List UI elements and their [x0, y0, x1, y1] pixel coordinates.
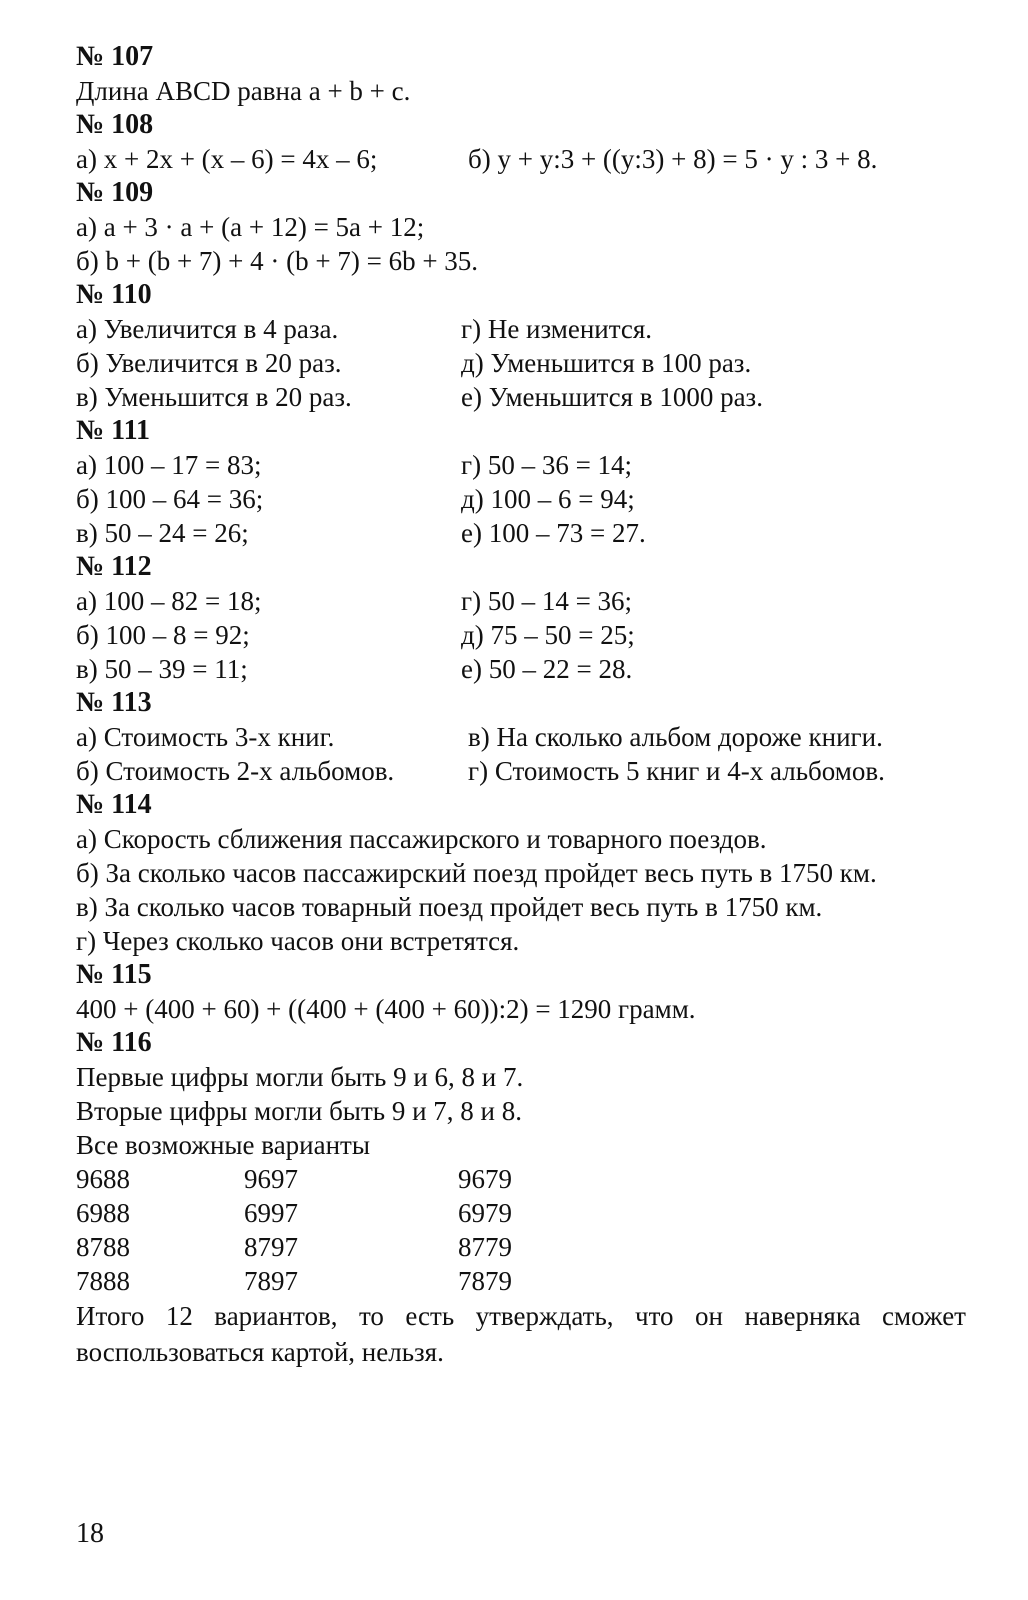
answer-line: а) a + 3 · a + (a + 12) = 5a + 12; [76, 212, 425, 242]
answer-right: б) y + y:3 + ((y:3) + 8) = 5 · y : 3 + 8. [468, 144, 878, 174]
page-number: 18 [76, 1518, 104, 1549]
answer-left: в) 50 – 24 = 26; [76, 518, 249, 548]
problem-number: № 109 [76, 177, 154, 208]
conclusion-text: Итого 12 вариантов, то есть утверждать, что он наверняка сможет воспользоваться картой, нельзя. [76, 1301, 966, 1367]
answer-row [76, 448, 976, 482]
answer-right: г) Стоимость 5 книг и 4-х альбомов. [468, 756, 885, 786]
problem-number: № 113 [76, 687, 152, 718]
problem-number: № 110 [76, 279, 152, 310]
answer-right: е) 50 – 22 = 28. [461, 654, 633, 684]
answer-line: Вторые цифры могли быть 9 и 7, 8 и 8. [76, 1096, 522, 1126]
answer-line: Первые цифры могли быть 9 и 6, 8 и 7. [76, 1062, 524, 1092]
answer-row [76, 720, 976, 754]
answer-row [76, 312, 976, 346]
answer-row [76, 754, 976, 788]
variant-cell: 9688 [76, 1164, 130, 1194]
answer-right: е) Уменьшится в 1000 раз. [461, 382, 763, 412]
problem-p109 [76, 176, 976, 278]
problem-number: № 114 [76, 789, 152, 820]
answer-row [76, 584, 976, 618]
answer-left: в) Уменьшится в 20 раз. [76, 382, 352, 412]
answer-left: в) 50 – 39 = 11; [76, 654, 248, 684]
answer-left: а) 100 – 82 = 18; [76, 586, 262, 616]
answer-page [76, 40, 976, 1370]
variant-cell: 7879 [458, 1266, 512, 1296]
answer-line: Все возможные варианты [76, 1130, 370, 1160]
variant-cell: 8779 [458, 1232, 512, 1262]
problem-number: № 112 [76, 551, 152, 582]
problem-number: № 108 [76, 109, 154, 140]
answer-left: а) Увеличится в 4 раза. [76, 314, 339, 344]
problem-number: № 111 [76, 415, 151, 446]
answer-right: д) Уменьшится в 100 раз. [461, 348, 752, 378]
answer-row [76, 346, 976, 380]
variant-cell: 8788 [76, 1232, 130, 1262]
answer-line: б) За сколько часов пассажирский поезд пройдет весь путь в 1750 км. [76, 858, 877, 888]
problem-number: № 107 [76, 41, 154, 72]
answer-line: а) Скорость сближения пассажирского и товарного поездов. [76, 824, 767, 854]
answer-right: г) 50 – 14 = 36; [461, 586, 633, 616]
problem-number: № 115 [76, 959, 152, 990]
answer-row [76, 652, 976, 686]
answer-right: в) На сколько альбом дороже книги. [468, 722, 883, 752]
answer-right: г) Не изменится. [461, 314, 653, 344]
answer-line: 400 + (400 + 60) + ((400 + (400 + 60)):2) = 1290 грамм. [76, 994, 696, 1024]
answer-left: б) Увеличится в 20 раз. [76, 348, 342, 378]
answer-row [76, 380, 976, 414]
problem-p107 [76, 40, 976, 108]
problem-number: № 116 [76, 1027, 152, 1058]
variant-cell: 9697 [244, 1164, 298, 1194]
variant-cell: 8797 [244, 1232, 298, 1262]
answer-row [76, 142, 976, 176]
variant-cell: 7888 [76, 1266, 130, 1296]
variants-table [76, 1162, 976, 1298]
answer-row [76, 618, 976, 652]
answer-left: б) 100 – 8 = 92; [76, 620, 250, 650]
answer-row [76, 482, 976, 516]
answer-left: а) 100 – 17 = 83; [76, 450, 262, 480]
answer-left: б) Стоимость 2-х альбомов. [76, 756, 395, 786]
variant-cell: 6997 [244, 1198, 298, 1228]
variant-cell: 6979 [458, 1198, 512, 1228]
answer-line: б) b + (b + 7) + 4 · (b + 7) = 6b + 35. [76, 246, 479, 276]
answer-left: а) Стоимость 3-х книг. [76, 722, 335, 752]
answer-right: д) 75 – 50 = 25; [461, 620, 635, 650]
answer-right: е) 100 – 73 = 27. [461, 518, 646, 548]
answer-left: а) x + 2x + (x – 6) = 4x – 6; [76, 144, 378, 174]
variant-cell: 9679 [458, 1164, 512, 1194]
answer-line: г) Через сколько часов они встретятся. [76, 926, 520, 956]
problem-p116 [76, 1026, 976, 1370]
answer-line: в) За сколько часов товарный поезд пройдет весь путь в 1750 км. [76, 892, 823, 922]
problem-p112 [76, 550, 976, 686]
problem-p113 [76, 686, 976, 788]
answer-left: б) 100 – 64 = 36; [76, 484, 264, 514]
variant-cell: 6988 [76, 1198, 130, 1228]
answer-row [76, 516, 976, 550]
problem-p110 [76, 278, 976, 414]
problem-p115 [76, 958, 976, 1026]
problem-p108 [76, 108, 976, 176]
answer-line: Длина ABCD равна a + b + c. [76, 76, 411, 106]
problem-p114 [76, 788, 976, 958]
variant-cell: 7897 [244, 1266, 298, 1296]
problem-p111 [76, 414, 976, 550]
answer-right: г) 50 – 36 = 14; [461, 450, 633, 480]
answer-right: д) 100 – 6 = 94; [461, 484, 635, 514]
